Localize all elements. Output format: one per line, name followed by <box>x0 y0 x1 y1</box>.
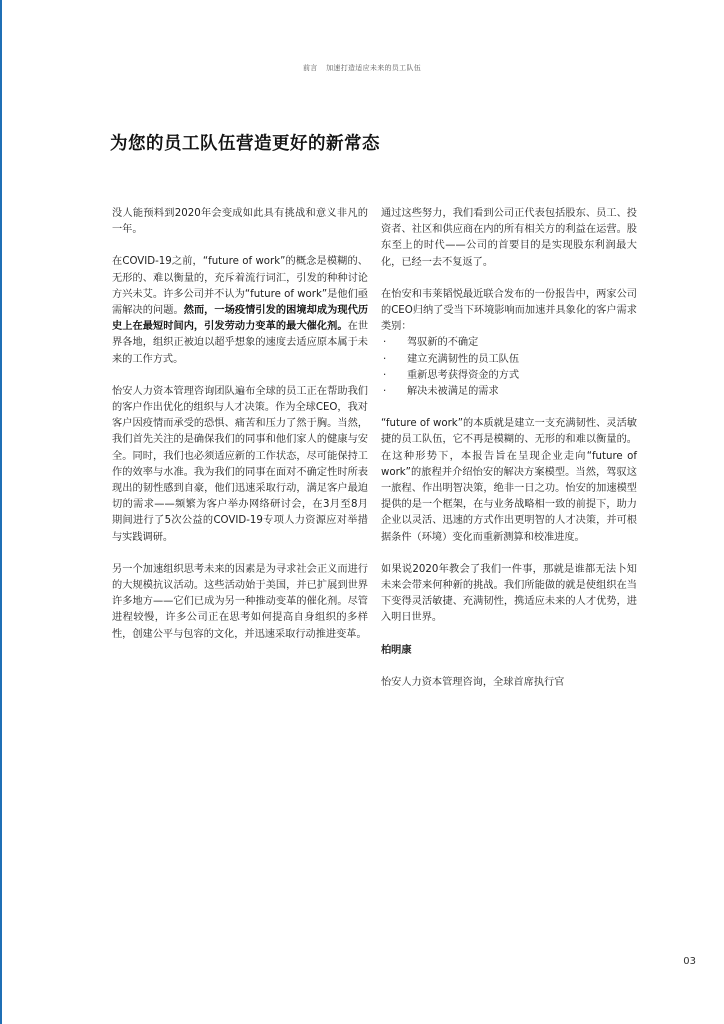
left-paragraph-2-tail: 在世界各地，组织正被迫以超乎想象的速度去适应原本属于未来的工作方式。 <box>112 321 369 365</box>
right-column <box>381 206 637 707</box>
list-item-label: 驾驭新的不确定 <box>407 337 479 349</box>
list-item <box>381 368 637 384</box>
left-accent-rule <box>0 0 2 1024</box>
list-item-label: 解决未被满足的需求 <box>407 386 499 398</box>
running-header <box>0 63 724 73</box>
left-paragraph-3: 怡安人力资本管理咨询团队遍布全球的员工正在帮助我们的客户作出优化的组织与人才决策。作为全球CEO，我对客户因疫情而承受的恐惧、痛苦和压力了然于胸。当然，我们首先关注的是确保我们的同事和他们家人的健康与安全。同时，我们也必须适应新的工作状态，尽可能保持工作的效率与水准。我为我们的同事在面对不确定性时所表现出的韧性感到自豪，他们迅速采取行动，满足客户最迫切的需求——频繁为客户举办网络研讨会，在3月至8月期间进行了5次公益的COVID-19专项人力资源应对举措与实践调研。 <box>112 385 368 543</box>
list-item-label: 建立充满韧性的员工队伍 <box>407 353 520 365</box>
list-item <box>381 335 637 351</box>
bullet-marker: · <box>383 369 387 381</box>
list-item <box>381 384 637 400</box>
left-paragraph-2-text: 在COVID-19之前，“future of work”的概念是模糊的、无形的、难以衡量的，充斥着流行词汇，引发的种种讨论方兴未艾。许多公司并不认为“future of work”是他们亟需解决的问题。 <box>112 256 368 317</box>
signature-name: 柏明康 <box>381 644 412 656</box>
page-number: 03 <box>683 956 696 967</box>
list-item-label: 重新思考获得资金的方式 <box>407 369 520 381</box>
left-paragraph-1: 没人能预料到2020年会变成如此具有挑战和意义非凡的一年。 <box>112 208 368 236</box>
bullet-marker: · <box>383 337 387 349</box>
signature-title: 怡安人力资本管理咨询，全球首席执行官 <box>381 676 565 688</box>
bullet-marker: · <box>383 353 387 365</box>
bullet-marker: · <box>383 386 387 398</box>
right-paragraph-1: 通过这些努力，我们看到公司正代表包括股东、员工、投资者、社区和供应商在内的所有相关方的利益在运营。股东至上的时代——公司的首要目的是实现股东利润最大化，已经一去不复返了。 <box>381 208 637 268</box>
left-paragraph-2 <box>112 254 368 367</box>
list-item <box>381 352 637 368</box>
left-column <box>112 206 368 659</box>
header-section: 前言 <box>302 64 318 72</box>
header-subtitle: 加速打造适应未来的员工队伍 <box>326 64 422 72</box>
right-paragraph-2: 在怡安和韦莱韬悦最近联合发布的一份报告中，两家公司的CEO归纳了受当下环境影响而加速并具象化的客户需求类别： <box>381 288 637 333</box>
client-needs-list <box>381 335 637 400</box>
left-paragraph-2-bold: 然而，一场疫情引发的困境却成为现代历史上在最短时间内，引发劳动力变革的最大催化剂。 <box>112 305 369 333</box>
right-paragraph-3: “future of work”的本质就是建立一支充满韧性、灵活敏捷的员工队伍，它不再是模糊的、无形的和难以衡量的。在这种形势下，本报告旨在呈现企业走向“future of work”的旅程并介绍怡安的解决方案模型。当然，驾驭这一旅程、作出明智决策，绝非一日之功。怡安的加速模型提供的是一个框架，在与业务战略相一致的前提下，助力企业以灵活、迅速的方式作出更明智的人才决策，并可根据条件（环境）变化而重新测算和校准进度。 <box>381 418 637 543</box>
left-paragraph-4: 另一个加速组织思考未来的因素是为寻求社会正义而进行的大规模抗议活动。这些活动始于美国，并已扩展到世界许多地方——它们已成为另一种推动变革的催化剂。尽管进程较慢，许多公司正在思考如何提高自身组织的多样性，创建公平与包容的文化，并迅速采取行动推进变革。 <box>112 563 368 640</box>
page-title: 为您的员工队伍营造更好的新常态 <box>110 134 380 154</box>
right-paragraph-4: 如果说2020年教会了我们一件事，那就是谁都无法卜知未来会带来何种新的挑战。我们所能做的就是使组织在当下变得灵活敏捷、充满韧性，携适应未来的人才优势，进入明日世界。 <box>381 563 637 624</box>
